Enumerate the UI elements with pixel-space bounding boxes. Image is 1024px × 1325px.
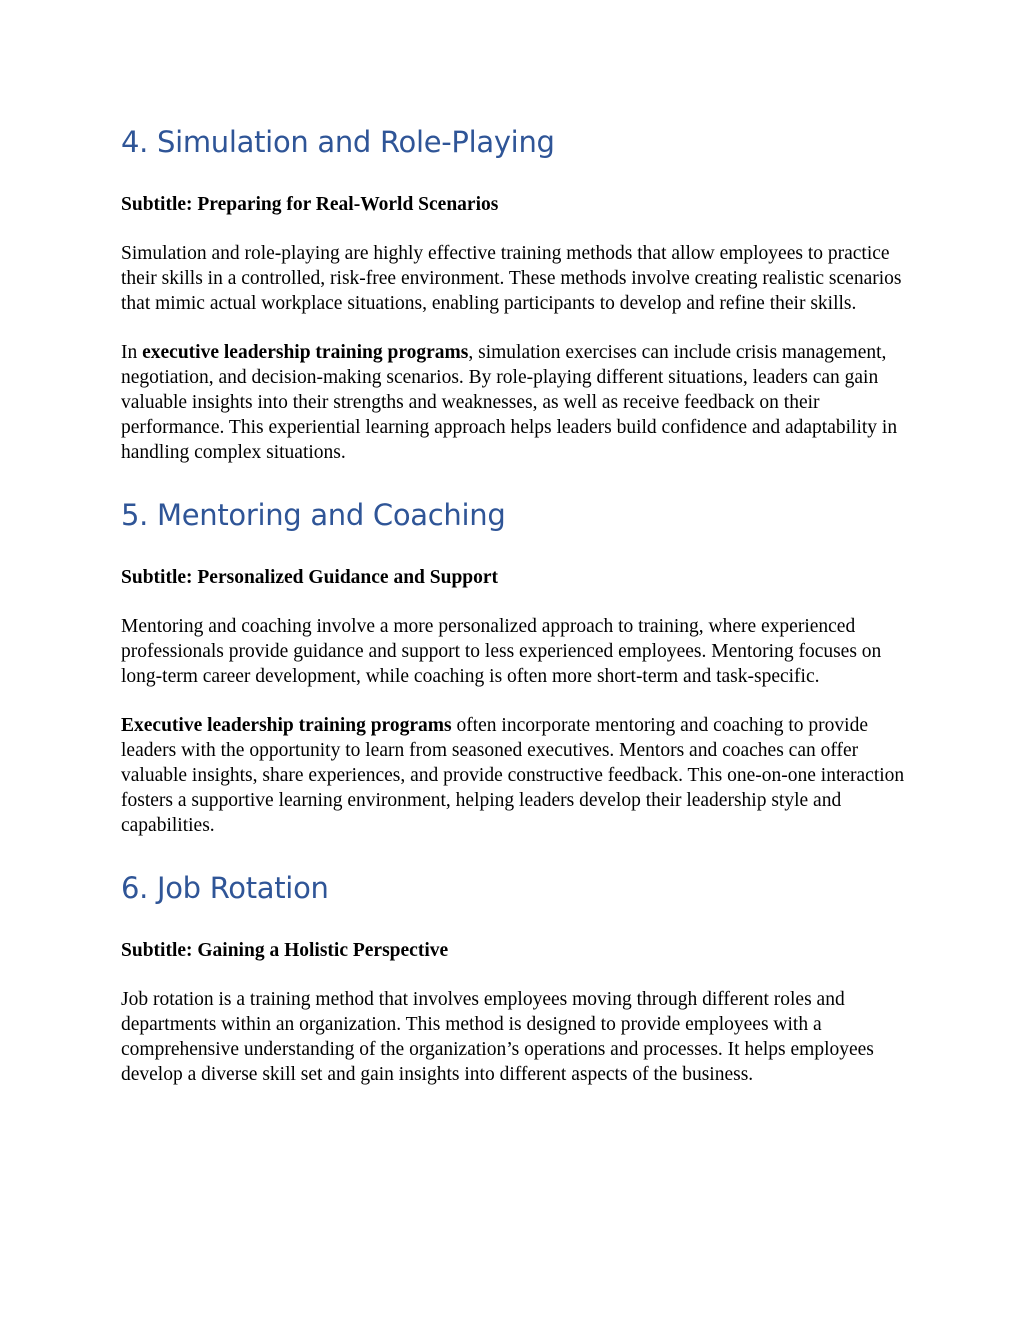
bold-phrase: executive leadership training programs <box>142 342 469 363</box>
section-heading: 6. Job Rotation <box>121 871 329 905</box>
paragraph: Mentoring and coaching involve a more personalized approach to training, where experienced professionals provide guidance and support to less experienced employees. Mentoring focuses on long-term career development, while coaching is often more short-term and task-specific. <box>121 616 882 687</box>
paragraph: Simulation and role-playing are highly effective training methods that allow employees to practice their skills in a controlled, risk-free environment. These methods involve creating realistic scenarios that mimic actual workplace situations, enabling participants to develop and refine their skills. <box>121 243 902 314</box>
section-mentoring <box>121 495 911 838</box>
section-subtitle: Subtitle: Gaining a Holistic Perspective <box>121 940 449 961</box>
section-simulation <box>121 122 911 465</box>
section-subtitle: Subtitle: Preparing for Real-World Scenarios <box>121 194 499 215</box>
paragraph-rest: , simulation exercises can include crisis management, negotiation, and decision-making scenarios. By role-playing different situations, leaders can gain valuable insights into their strengths and weaknesses, as well as receive feedback on their performance. This experiential learning approach helps leaders build confidence and adaptability in handling complex situations. <box>121 342 898 463</box>
section-job-rotation <box>121 868 911 1087</box>
section-heading: 5. Mentoring and Coaching <box>121 498 506 532</box>
section-subtitle: Subtitle: Personalized Guidance and Support <box>121 567 499 588</box>
document-page <box>121 122 911 1087</box>
paragraph <box>121 713 911 838</box>
section-heading: 4. Simulation and Role-Playing <box>121 125 555 159</box>
paragraph <box>121 340 911 465</box>
paragraph-prefix: In <box>121 342 143 363</box>
paragraph: Job rotation is a training method that involves employees moving through different roles and departments within an organization. This method is designed to provide employees with a comprehensive understanding of the organization’s operations and processes. It helps employees develop a diverse skill set and gain insights into different aspects of the business. <box>121 989 874 1085</box>
bold-phrase: Executive leadership training programs <box>121 715 452 736</box>
paragraph-rest: often incorporate mentoring and coaching to provide leaders with the opportunity to learn from seasoned executives. Mentors and coaches can offer valuable insights, share experiences, and provide constructive feedback. This one-on-one interaction fosters a supportive learning environment, helping leaders develop their leadership style and capabilities. <box>121 715 905 836</box>
